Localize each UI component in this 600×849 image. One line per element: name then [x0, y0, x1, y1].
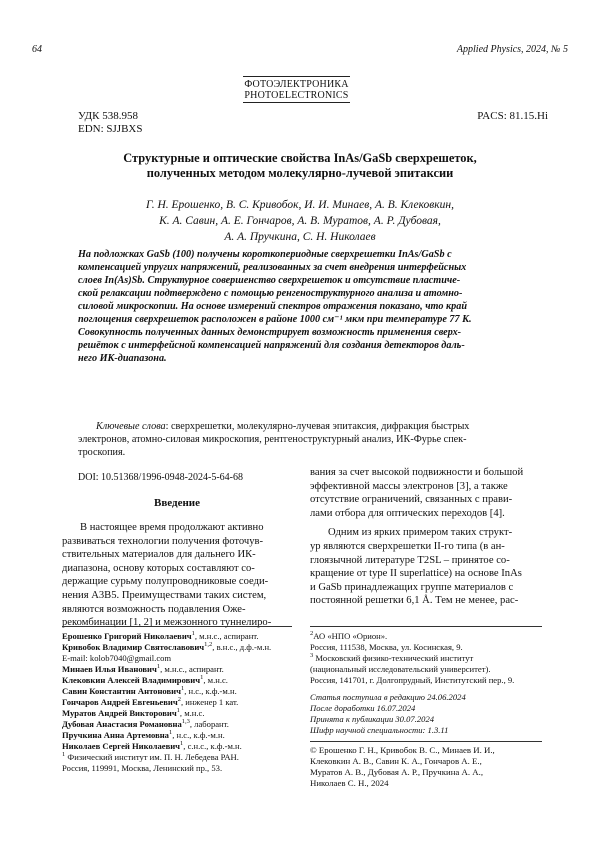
- footnote-line: $^1$ Физический институт им. П. Н. Лебедева РАН.: [62, 751, 239, 762]
- footnote-line: Пручкина Анна Артемовна$^1$, н.с., к.ф.-м.н.: [62, 729, 225, 740]
- udk-code: УДК 538.958: [78, 110, 139, 122]
- abstract-line: поглощения сверхрешеток расположен в районе 1000 см⁻¹ мкм при температуре 77 К.: [78, 314, 472, 325]
- text-line: постоянной решетки 6,1 Å. Тем не менее, рас-: [310, 595, 519, 607]
- keywords: [78, 420, 548, 459]
- abstract-line: На подложках GaSb (100) получены короткопериодные сверхрешетки InAs/GaSb с: [78, 249, 452, 260]
- text-line: эффективной массы электронов [3], а также: [310, 480, 508, 492]
- text-line: ур являются сверхрешетки II-го типа (в ан-: [310, 540, 505, 552]
- footnote-rule-right: [310, 626, 542, 627]
- affiliation-footnotes: [310, 631, 546, 686]
- text-line: глоязычной литературе T2SL – принятое со-: [310, 554, 510, 566]
- text-line: являются возможность подавления Оже-: [62, 603, 246, 615]
- abstract-line: него ИК-диапазона.: [78, 353, 167, 364]
- footnote-line: Дубовая Анастасия Романовна$^{1,3}$, лаборант.: [62, 718, 229, 729]
- text-line: рекомбинации [1, 2] и межзонного туннелиро-: [62, 617, 272, 629]
- copyright-line: Николаев С. Н., 2024: [310, 778, 389, 788]
- footnote-line: Россия, 141701, г. Долгопрудный, Институтский пер., 9.: [310, 675, 515, 685]
- pacs-code: PACS: 81.15.Hi: [477, 110, 548, 122]
- article-title: [70, 151, 530, 181]
- date-line: Принята к публикации 30.07.2024: [310, 714, 435, 724]
- text-line: нения A3B5. Преимуществами таких систем,: [62, 589, 267, 601]
- text-line: диапазона, основу которых составляют со-: [62, 562, 255, 574]
- date-line: После доработки 16.07.2024: [310, 703, 416, 713]
- abstract-line: решёток с интерфейсной компенсацией напряжений для создания детекторов даль-: [78, 340, 465, 351]
- author-line: Г. Н. Ерошенко, В. С. Кривобок, И. И. Минаев, А. В. Клековкин,: [146, 199, 454, 211]
- section-rule-bottom: [243, 102, 350, 103]
- copyright-line: Клековкин А. В., Савин К. А., Гончаров А. Е.,: [310, 756, 482, 766]
- author-list: [60, 197, 540, 245]
- keywords-line: троскопия.: [78, 447, 126, 458]
- text-line: и GaSb принадлежащих группе материалов с: [310, 581, 514, 593]
- text-line: кращение от type II superlattice) на основе InAs: [310, 568, 522, 580]
- footnote-line: Гончаров Андрей Евгеньевич$^2$, инженер 1 кат.: [62, 696, 239, 707]
- copyright-notice: [310, 745, 546, 789]
- author-footnotes: [62, 631, 294, 774]
- date-line: Шифр научной специальности: 1.3.11: [310, 725, 449, 735]
- section-label-ru: ФОТОЭЛЕКТРОНИКА: [244, 79, 349, 90]
- abstract-line: ской релаксации подтверждено с помощью ренгеноструктурного анализа и атомно-: [78, 288, 463, 299]
- footnote-line: Ерошенко Григорий Николаевич$^1$, м.н.с., аспирант.: [62, 630, 259, 641]
- abstract-line: слоев In(As)Sb. Структурное совершенство сверхрешеток и отсутствие пластиче-: [78, 275, 461, 286]
- copyright-line: © Ерошенко Г. Н., Кривобок В. С., Минаев И. И.,: [310, 745, 495, 755]
- text-line: лами отбора для оптических переходов [4].: [310, 507, 505, 519]
- text-line: ствительных материалов для дальнего ИК-: [62, 549, 256, 561]
- text-line: развиваться технологии получения фоточув-: [62, 535, 264, 547]
- footnote-line: $^3$ Московский физико-технический институт: [310, 652, 474, 663]
- title-line: Структурные и оптические свойства InAs/GaSb сверхрешеток,: [123, 151, 477, 165]
- doi-link[interactable]: DOI: 10.51368/1996-0948-2024-5-64-68: [78, 472, 243, 483]
- abstract-line: силовой микроскопии. На основе измерений спектров отражения показано, что край: [78, 301, 467, 312]
- footnote-line: Кривобок Владимир Святославович$^{1,2}$, в.н.с., д.ф.-м.н.: [62, 641, 272, 652]
- section-label-en: PHOTOELECTRONICS: [244, 90, 349, 101]
- text-line: отсутствие ограничений, связанных с прави-: [310, 494, 513, 506]
- abstract-line: компенсацией упругих напряжений, реализованных за счет внедрения интерфейсных: [78, 262, 467, 273]
- author-line: К. А. Савин, А. Е. Гончаров, А. В. Муратов, А. Р. Дубовая,: [159, 215, 441, 227]
- date-line: Статья поступила в редакцию 24.06.2024: [310, 692, 466, 702]
- text-line: держащие сурьму полупроводниковые соеди-: [62, 576, 269, 588]
- abstract: [78, 248, 548, 365]
- publication-dates: [310, 692, 546, 736]
- copyright-line: Муратов А. В., Дубовая А. Р., Пручкина А. А.,: [310, 767, 484, 777]
- footnote-line: [62, 653, 294, 664]
- footnote-line: Муратов Андрей Викторович$^1$, м.н.с.: [62, 707, 205, 718]
- footnote-line: Россия, 111538, Москва, ул. Косинская, 9.: [310, 642, 463, 652]
- keywords-line: электронов, атомно-силовая микроскопия, рентгеноструктурный анализ, ИК-Фурье спек-: [78, 434, 467, 445]
- footnote-rule-left: [62, 626, 292, 627]
- page-number: 64: [32, 44, 42, 55]
- keywords-line: : сверхрешетки, молекулярно-лучевая эпитаксия, дифракция быстрых: [165, 421, 470, 432]
- edn-code: EDN: SJJBXS: [78, 123, 143, 135]
- footnote-line: Николаев Сергей Николаевич$^1$, с.н.с., к.ф.-м.н.: [62, 740, 242, 751]
- footnote-line: $^2$АО «НПО «Орион».: [310, 630, 388, 641]
- section-heading-intro: Введение: [153, 497, 201, 509]
- footnote-line: Клековкин Алексей Владимирович$^1$, м.н.с.: [62, 674, 228, 685]
- section-rule-top: [243, 76, 350, 77]
- intro-left-column: [62, 521, 292, 630]
- author-email[interactable]: E-mail: kolob7040@gmail.com: [62, 653, 172, 663]
- text-line: вания за счет высокой подвижности и большой: [310, 467, 524, 478]
- journal-running-head: Applied Physics, 2024, № 5: [456, 44, 568, 55]
- text-line: Одним из ярких примером таких структ-: [328, 527, 513, 539]
- intro-right-column: [310, 466, 542, 608]
- copyright-rule: [310, 741, 542, 742]
- footnote-line: Россия, 119991, Москва, Ленинский пр., 53.: [62, 763, 223, 773]
- text-line: В настоящее время продолжают активно: [80, 522, 264, 533]
- footnote-line: Савин Константин Антонович$^1$, н.с., к.ф.-м.н.: [62, 685, 237, 696]
- title-line: полученных методом молекулярно-лучевой эпитаксии: [146, 166, 454, 180]
- author-line: А. А. Пручкина, С. Н. Николаев: [224, 231, 376, 243]
- footnote-line: (национальный исследовательский университет).: [310, 664, 491, 674]
- footnote-line: Минаев Илья Иванович$^1$, м.н.с., аспирант.: [62, 663, 224, 674]
- abstract-line: Совокупность полученных данных демонстрирует возможность применения сверх-: [78, 327, 462, 338]
- keywords-label: Ключевые слова: [96, 421, 166, 432]
